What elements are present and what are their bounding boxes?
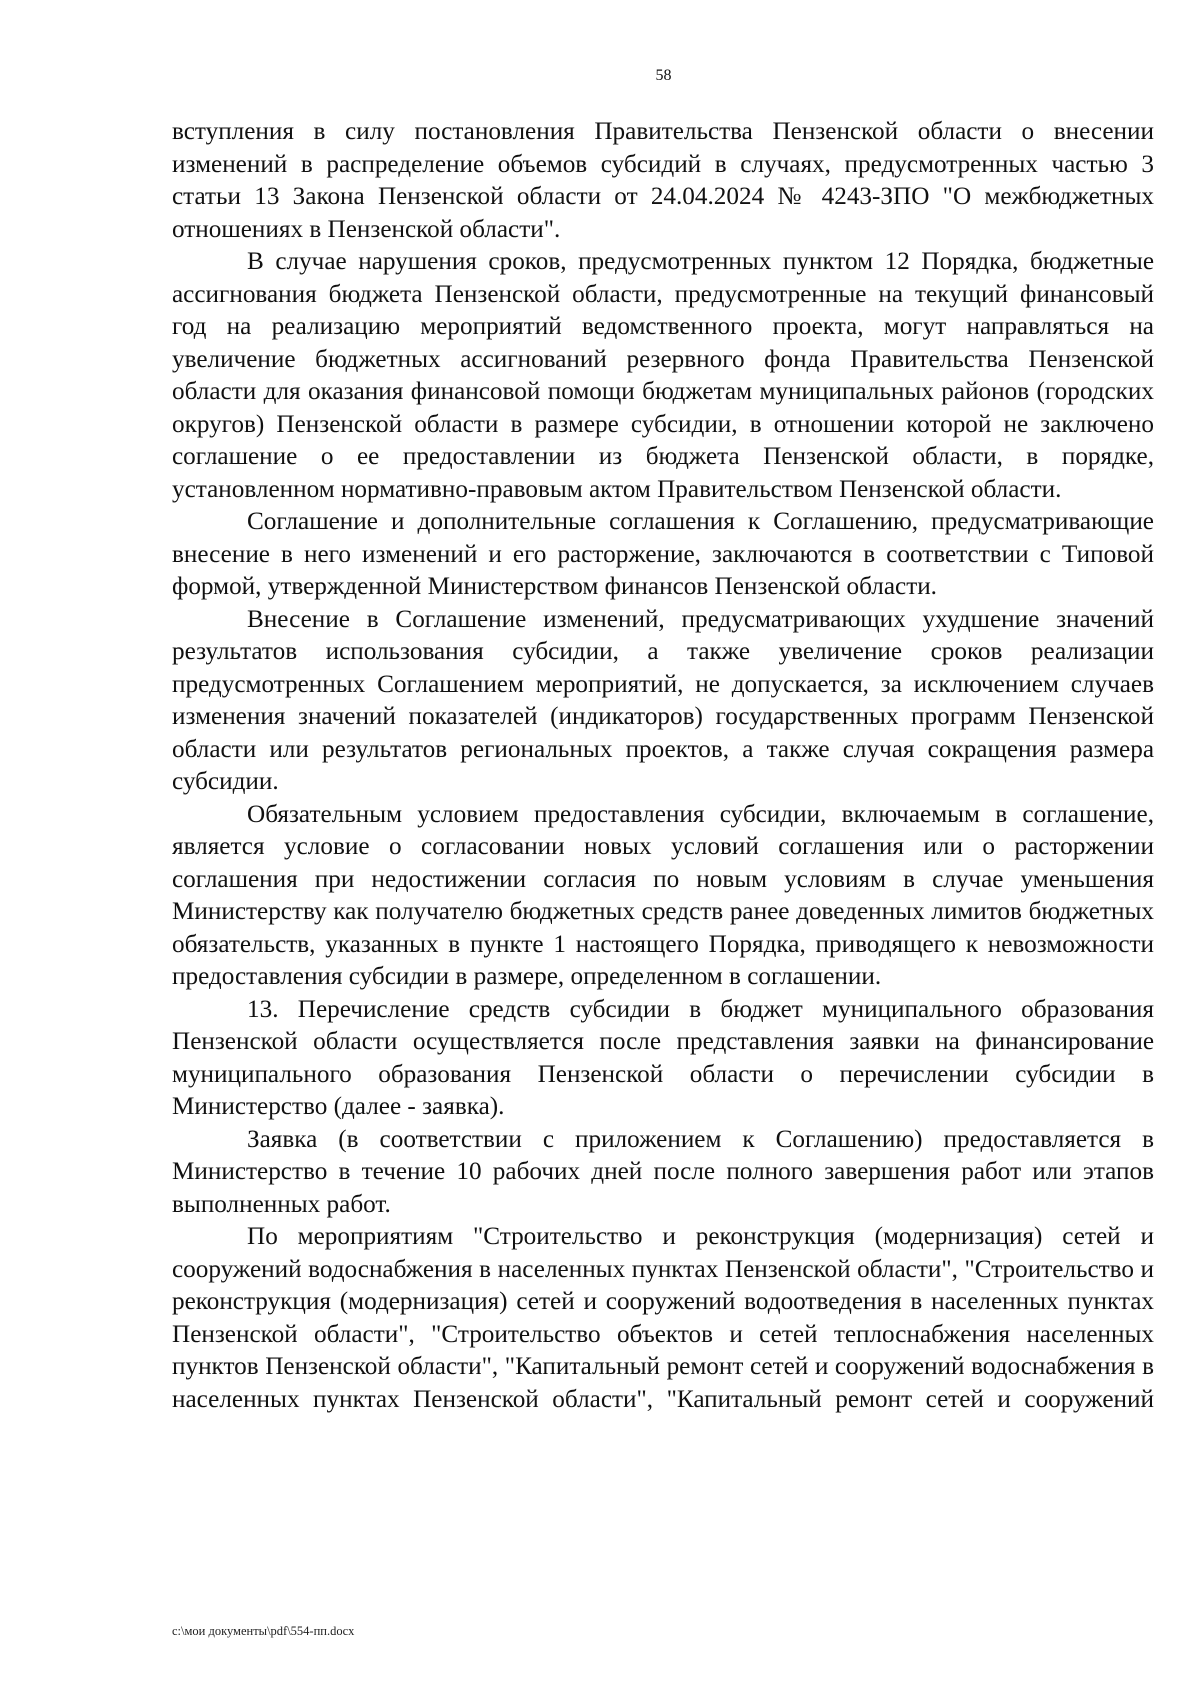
paragraph: Обязательным условием предоставления субсидии, включаемым в соглашение, является условие о согласовании новых условий соглашения или о расторжении соглашения при недостижении согласия по новым условиям в случае уменьшения Министерству как получателю бюджетных средств ранее доведенных лимитов бюджетных обязательств, указанных в пункте 1 настоящего Порядка, приводящего к невозможности предоставления субсидии в размере, определенном в соглашении.	[172, 800, 1154, 990]
paragraph: Соглашение и дополнительные соглашения к Соглашению, предусматривающие внесение в него изменений и его расторжение, заключаются в соответствии с Типовой формой, утвержденной Министерством финансов Пензенской области.	[172, 508, 1154, 600]
footer-file-path: c:\мои документы\pdf\554-пп.docx	[172, 1624, 355, 1638]
paragraph: По мероприятиям "Строительство и реконструкция (модернизация) сетей и сооружений водоснабжения в населенных пунктах Пензенской области", "Строительство и реконструкция (модернизация) сетей и сооружений водоотведения в населенных пунктах Пензенской области", "Строительство объектов и сетей теплоснабжения населенных пунктов Пензенской области", "Капитальный ремонт сетей и сооружений водоснабжения в населенных пунктах Пензенской области", "Капитальный ремонт сетей и сооружений	[172, 1223, 1154, 1413]
paragraph: вступления в силу постановления Правительства Пензенской области о внесении изменений в распределение объемов субсидий в случаях, предусмотренных частью 3 статьи 13 Закона Пензенской области от 24.04.2024 № 4243-ЗПО "О межбюджетных отношениях в Пензенской области".	[172, 118, 1154, 243]
document-body	[172, 116, 1154, 1416]
paragraph: Внесение в Соглашение изменений, предусматривающих ухудшение значений результатов использования субсидии, а также увеличение сроков реализации предусмотренных Соглашением мероприятий, не допускается, за исключением случаев изменения значений показателей (индикаторов) государственных программ Пензенской области или результатов региональных проектов, а также случая сокращения размера субсидии.	[172, 605, 1154, 795]
page-number: 58	[655, 67, 672, 84]
paragraph: Заявка (в соответствии с приложением к Соглашению) предоставляется в Министерство в течение 10 рабочих дней после полного завершения работ или этапов выполненных работ.	[172, 1125, 1154, 1218]
paragraph: В случае нарушения сроков, предусмотренных пунктом 12 Порядка, бюджетные ассигнования бюджета Пензенской области, предусмотренные на текущий финансовый год на реализацию мероприятий ведомственного проекта, могут направляться на увеличение бюджетных ассигнований резервного фонда Правительства Пензенской области для оказания финансовой помощи бюджетам муниципальных районов (городских округов) Пензенской области в размере субсидии, в отношении которой не заключено соглашение о ее предоставлении из бюджета Пензенской области, в порядке, установленном нормативно-правовым актом Правительством Пензенской области.	[172, 248, 1154, 503]
paragraph: 13. Перечисление средств субсидии в бюджет муниципального образования Пензенской области осуществляется после представления заявки на финансирование муниципального образования Пензенской области о перечислении субсидии в Министерство (далее - заявка).	[172, 995, 1154, 1120]
